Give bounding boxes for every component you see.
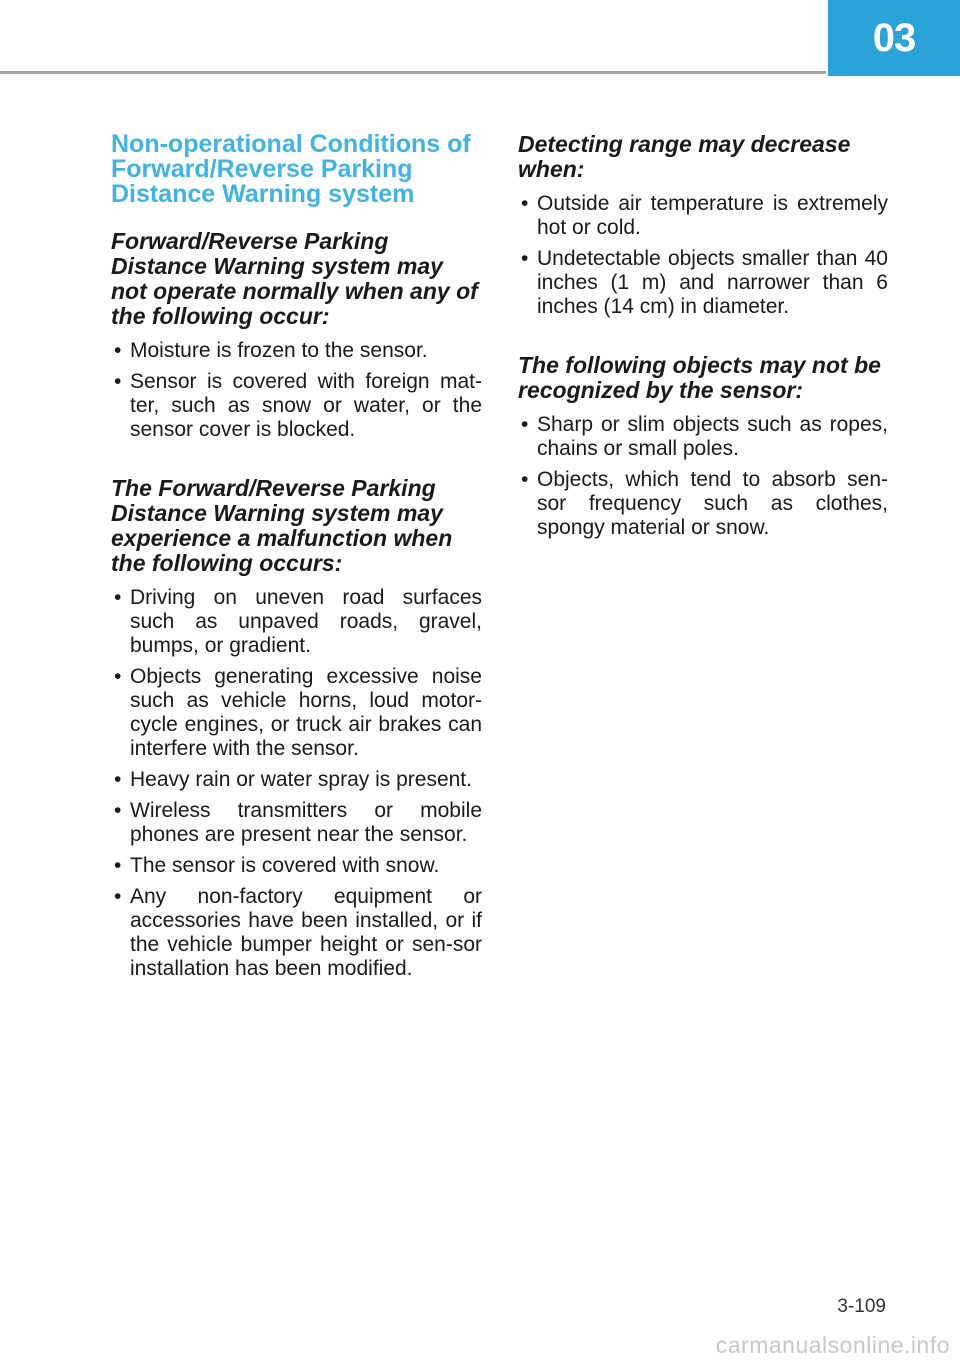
list-item: • Objects, which tend to absorb sen-sor frequency such as clothes, spongy material or snow.: [518, 468, 888, 540]
list-item: • Sensor is covered with foreign mat-ter, such as snow or water, or the sensor cover is blocked.: [111, 370, 482, 442]
watermark: carmanualsonline.info: [715, 1332, 950, 1358]
list-item: • Objects generating excessive noise such as vehicle horns, loud motor-cycle engines, or truck air brakes can interfere with the sensor.: [111, 665, 482, 761]
page-number: 3-109: [837, 1296, 886, 1317]
chapter-number: 03: [872, 15, 916, 60]
subheading-not-operate-normally: Forward/Reverse Parking Distance Warning system may not operate normally when any of the following occur:: [111, 228, 478, 329]
subheading-not-recognized: The following objects may not be recognized by the sensor:: [518, 352, 881, 403]
subheading-malfunction: The Forward/Reverse Parking Distance Warning system may experience a malfunction when the following occurs:: [111, 475, 453, 576]
subheading-detecting-range: Detecting range may decrease when:: [518, 131, 851, 182]
list-item: • Undetectable objects smaller than 40 inches (1 m) and narrower than 6 inches (14 cm) in diameter.: [518, 247, 888, 319]
chapter-tab: [828, 0, 960, 76]
list-item: • Driving on uneven road surfaces such as unpaved roads, gravel, bumps, or gradient.: [111, 586, 482, 658]
list-item: • Sharp or slim objects such as ropes, chains or small poles.: [518, 413, 888, 461]
bullet-list-not-operate-normally: [111, 339, 482, 442]
left-column: [111, 132, 482, 988]
list-item: • Moisture is frozen to the sensor.: [111, 339, 482, 363]
list-item: • Outside air temperature is extremely hot or cold.: [518, 192, 888, 240]
list-item: • Any non-factory equipment or accessories have been installed, or if the vehicle bumper height or sen-sor installation has been modified.: [111, 885, 482, 981]
right-column: [518, 132, 888, 547]
list-item: • Heavy rain or water spray is present.: [111, 768, 482, 792]
bullet-list-detecting-range: [518, 192, 888, 319]
list-item: • The sensor is covered with snow.: [111, 854, 482, 878]
bullet-list-not-recognized: [518, 413, 888, 540]
header-rule: [0, 71, 826, 74]
section-title: Non-operational Conditions of Forward/Reverse Parking Distance Warning system: [111, 130, 471, 208]
bullet-list-malfunction: [111, 586, 482, 981]
list-item: • Wireless transmitters or mobile phones are present near the sensor.: [111, 799, 482, 847]
